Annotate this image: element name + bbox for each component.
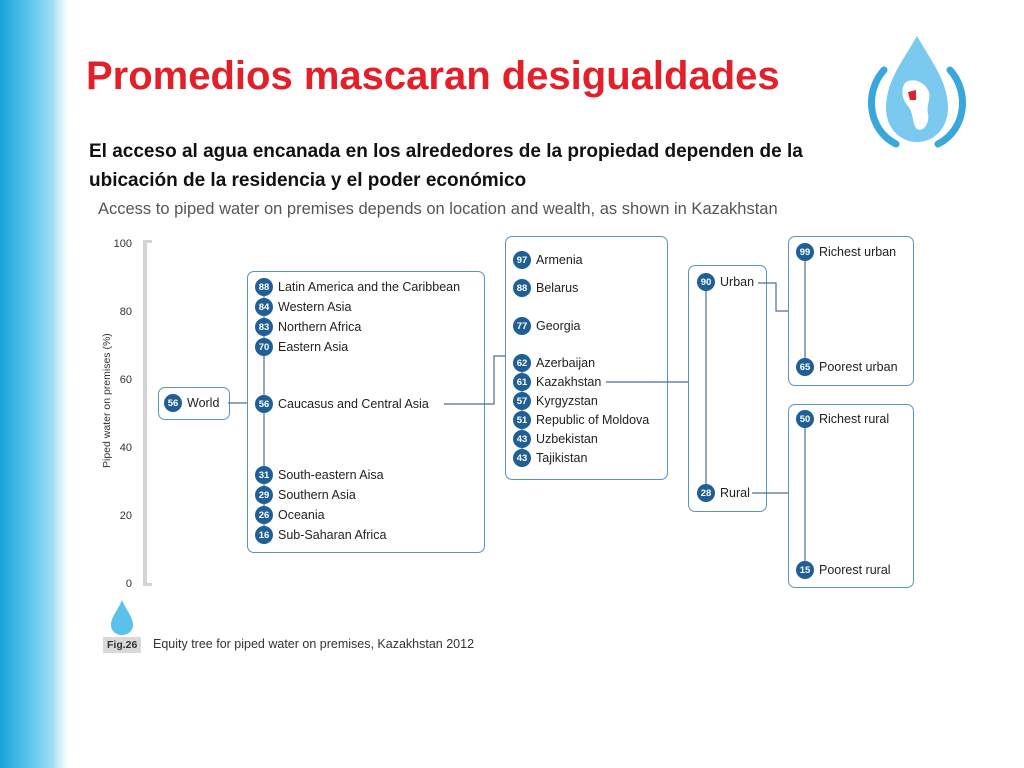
water-drop-shape: [111, 600, 133, 635]
node-label: Belarus: [536, 281, 579, 295]
node-rural: [697, 484, 750, 502]
node-value-badge: 77: [513, 317, 531, 335]
node-region: [255, 298, 351, 316]
node-value-badge: 97: [513, 251, 531, 269]
node-label: Armenia: [536, 253, 583, 267]
node-label: Richest rural: [819, 412, 890, 426]
connector-caucasus-countries: [444, 356, 505, 404]
node-value-badge: 57: [513, 392, 531, 410]
y-axis-label: Piped water on premises (%): [101, 333, 113, 468]
node-label: Kyrgyzstan: [536, 394, 598, 408]
node-country: [513, 354, 595, 372]
node-value-badge: 31: [255, 466, 273, 484]
node-country: [513, 392, 598, 410]
node-label: Urban: [720, 275, 755, 289]
node-region: [255, 466, 384, 484]
node-region: [255, 486, 356, 504]
y-tick-20: 20: [119, 510, 132, 522]
node-label: Azerbaijan: [536, 356, 596, 370]
node-value-badge: 43: [513, 430, 531, 448]
node-label: Georgia: [536, 319, 581, 333]
figure-label: Fig.26: [103, 637, 141, 653]
chart-title: Access to piped water on premises depends on location and wealth, as shown in Kazakhstan: [98, 200, 778, 218]
node-poorest-rural: [796, 561, 891, 579]
node-label: Oceania: [278, 508, 325, 522]
node-value-badge: 51: [513, 411, 531, 429]
node-value-badge: 56: [164, 394, 182, 412]
node-label: Tajikistan: [536, 451, 588, 465]
node-label: Caucasus and Central Asia: [278, 397, 429, 411]
node-label: Kazakhstan: [536, 375, 602, 389]
node-value-badge: 16: [255, 526, 273, 544]
node-value-badge: 50: [796, 410, 814, 428]
node-country: [513, 317, 580, 335]
node-label: World: [187, 396, 220, 410]
node-world: [164, 394, 219, 412]
node-value-badge: 88: [255, 278, 273, 296]
y-tick-0: 0: [125, 578, 132, 590]
node-label: Northern Africa: [278, 320, 362, 334]
node-country: [513, 373, 601, 391]
node-label: Latin America and the Caribbean: [278, 280, 461, 294]
node-label: Eastern Asia: [278, 340, 349, 354]
node-value-badge: 90: [697, 273, 715, 291]
node-country: [513, 411, 649, 429]
node-label: Rural: [720, 486, 750, 500]
node-region: [255, 395, 429, 413]
node-country: [513, 251, 583, 269]
y-tick-60: 60: [119, 374, 132, 386]
node-value-badge: 70: [255, 338, 273, 356]
node-label: Richest urban: [819, 245, 897, 259]
node-label: Poorest rural: [819, 563, 891, 577]
connector-urban-wealth: [758, 283, 788, 311]
node-urban: [697, 273, 754, 291]
node-value-badge: 99: [796, 243, 814, 261]
node-value-badge: 56: [255, 395, 273, 413]
node-country: [513, 279, 578, 297]
water-drop-icon: [109, 600, 135, 636]
slide-subtitle: El acceso al agua encanada en los alrededores de la propiedad dependen de la ubicación de la residencia y el poder económico: [89, 141, 803, 191]
node-region: [255, 278, 460, 296]
node-region: [255, 526, 386, 544]
node-value-badge: 28: [697, 484, 715, 502]
y-tick-80: 80: [119, 306, 132, 318]
node-richest-urban: [796, 243, 896, 261]
node-label: Southern Asia: [278, 488, 356, 502]
node-value-badge: 84: [255, 298, 273, 316]
node-label: South-eastern Aisa: [278, 468, 384, 482]
node-value-badge: 29: [255, 486, 273, 504]
node-value-badge: 26: [255, 506, 273, 524]
node-label: Sub-Saharan Africa: [278, 528, 387, 542]
y-tick-40: 40: [119, 442, 132, 454]
node-value-badge: 65: [796, 358, 814, 376]
node-region: [255, 318, 361, 336]
node-region: [255, 338, 348, 356]
node-value-badge: 88: [513, 279, 531, 297]
slide-title: Promedios mascaran desigualdades: [86, 54, 780, 98]
y-tick-100: 100: [113, 238, 132, 250]
node-label: Uzbekistan: [536, 432, 598, 446]
node-region: [255, 506, 325, 524]
node-country: [513, 430, 598, 448]
node-value-badge: 83: [255, 318, 273, 336]
node-label: Republic of Moldova: [536, 413, 650, 427]
node-label: Poorest urban: [819, 360, 898, 374]
node-value-badge: 62: [513, 354, 531, 372]
node-poorest-urban: [796, 358, 898, 376]
node-richest-rural: [796, 410, 889, 428]
node-label: Western Asia: [278, 300, 352, 314]
node-value-badge: 15: [796, 561, 814, 579]
node-value-badge: 61: [513, 373, 531, 391]
node-value-badge: 43: [513, 449, 531, 467]
figure-caption: Equity tree for piped water on premises, Kazakhstan 2012: [153, 637, 475, 651]
node-country: [513, 449, 587, 467]
